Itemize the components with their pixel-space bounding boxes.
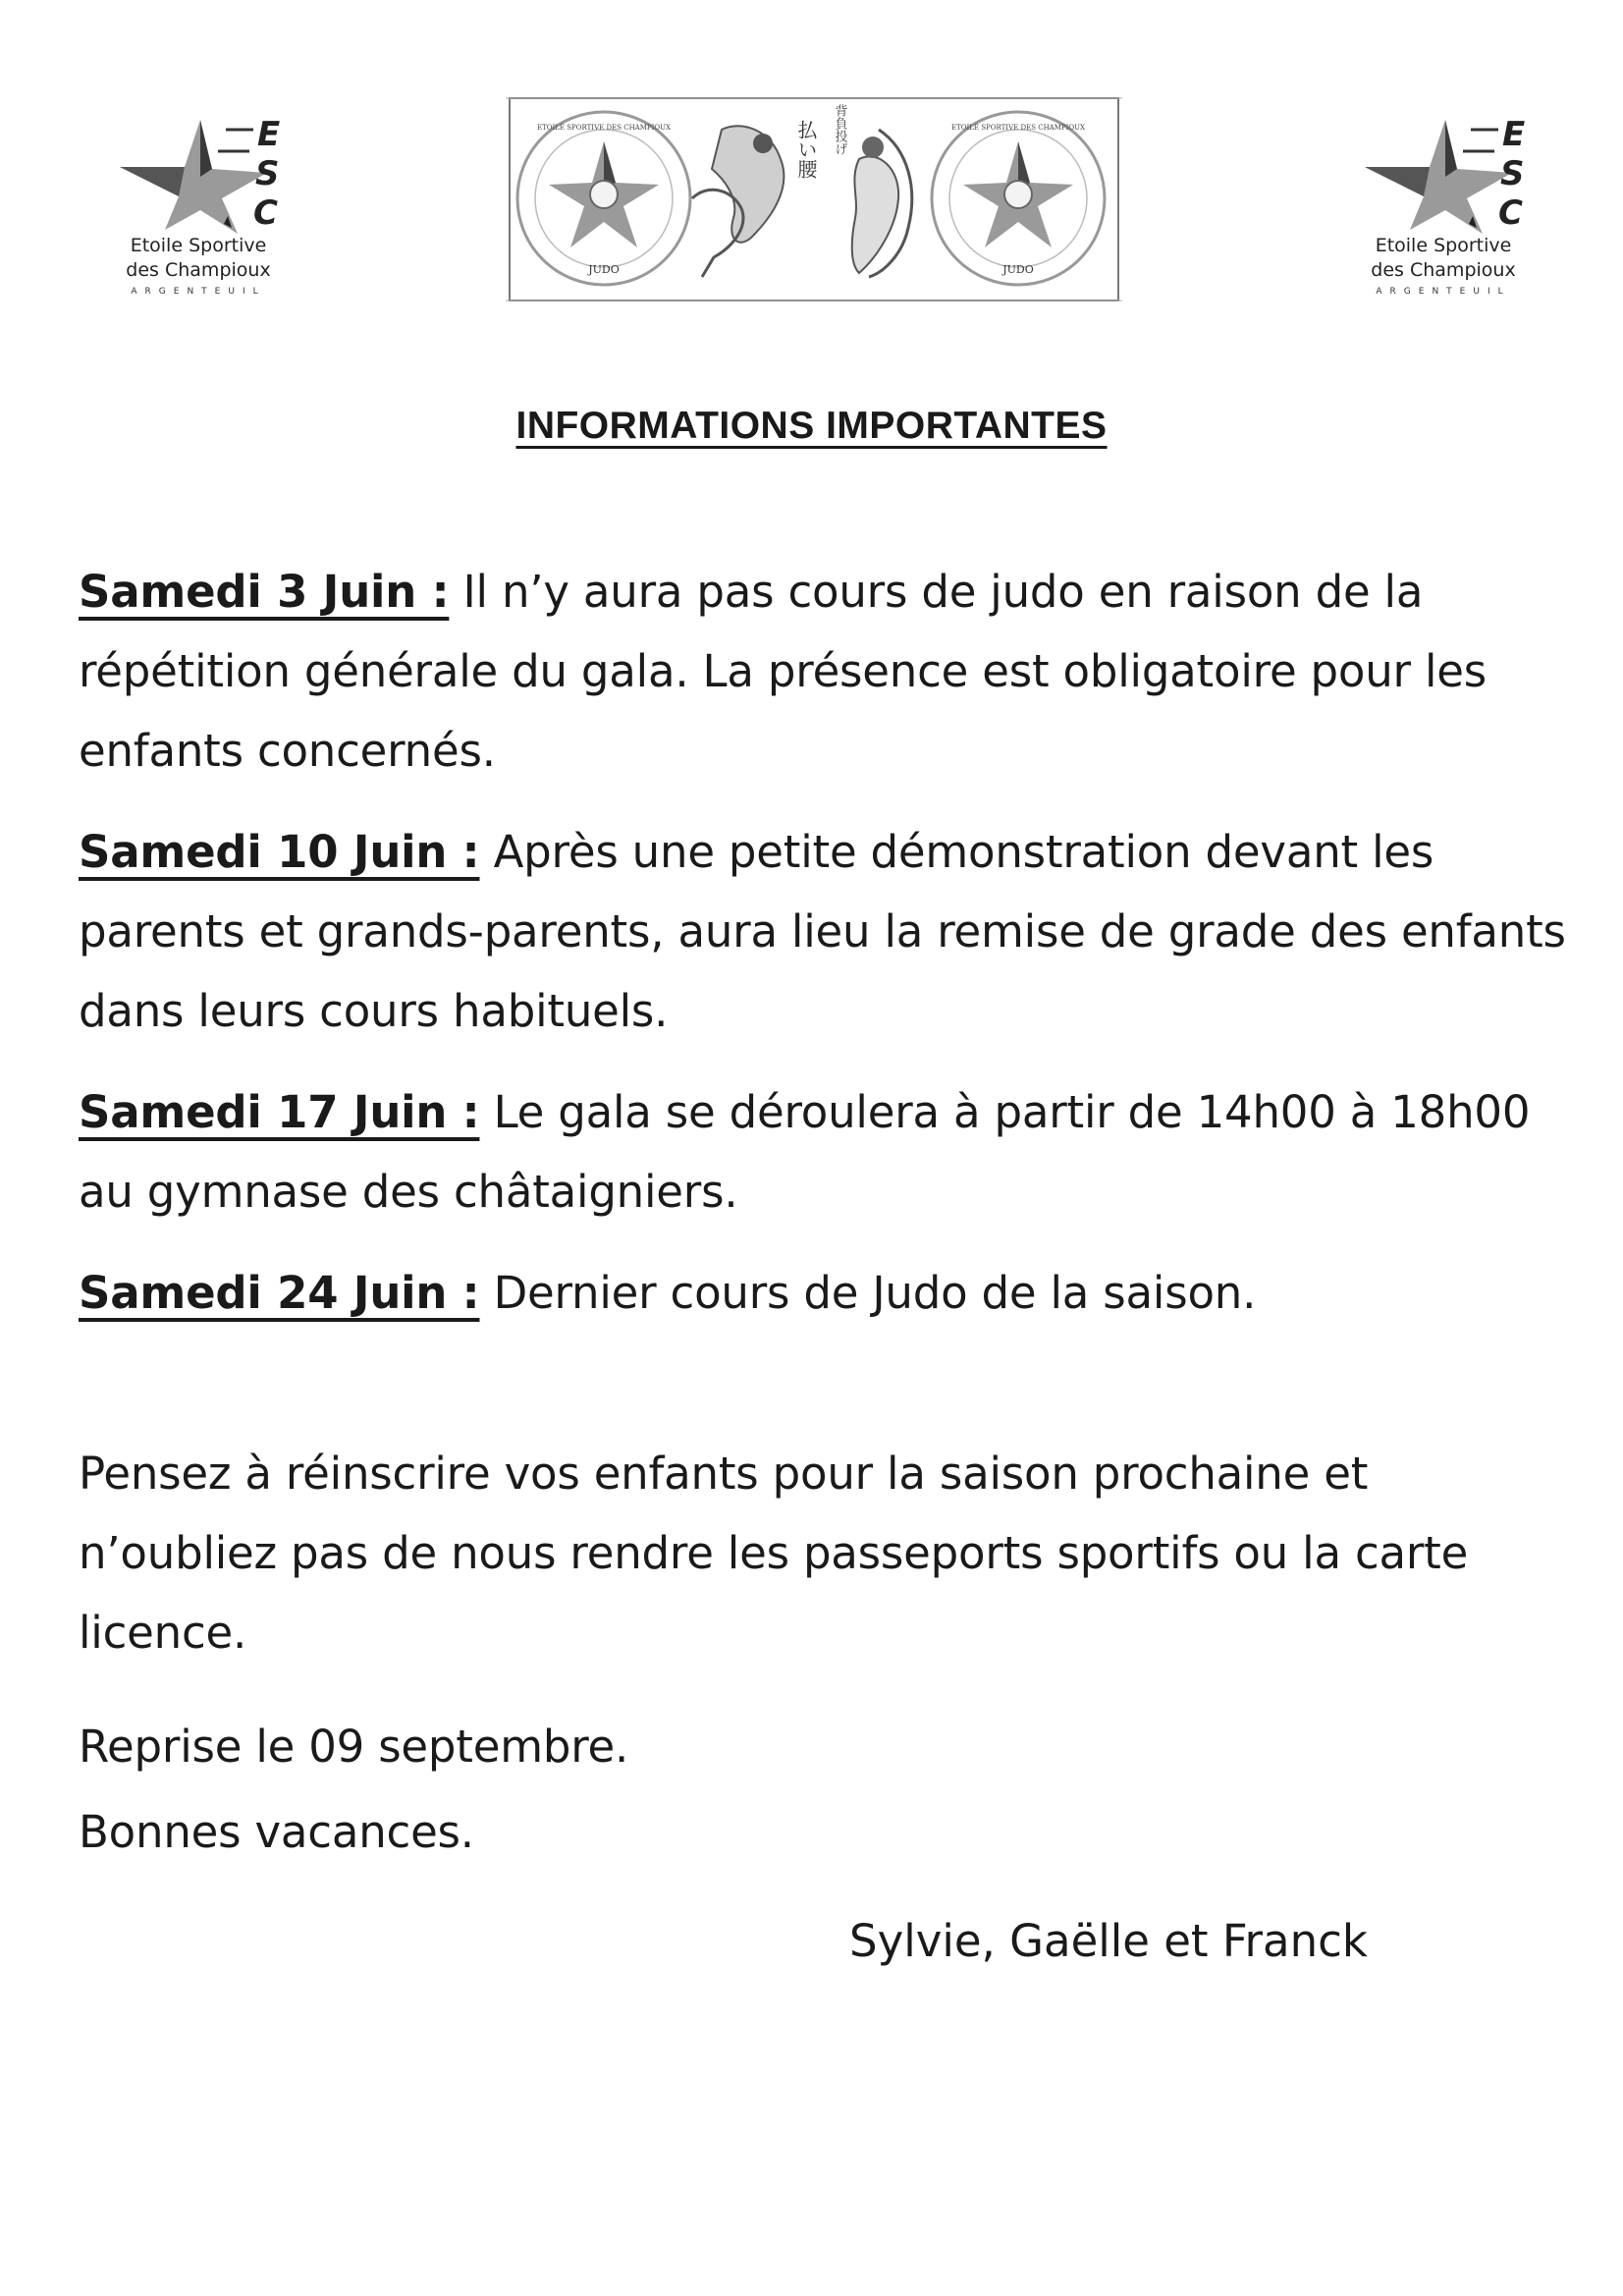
svg-text:JUDO: JUDO [588, 263, 620, 276]
club-city: ARGENTEUIL [131, 287, 266, 297]
club-name-line2: des Champioux [126, 259, 271, 281]
announcement-date: Samedi 10 Juin : [79, 826, 480, 878]
announcement-item [79, 1253, 1571, 1333]
announcement-date: Samedi 17 Juin : [79, 1086, 480, 1138]
svg-text:S: S [1500, 154, 1525, 193]
club-city: ARGENTEUIL [1376, 287, 1511, 297]
svg-text:背負投げ: 背負投げ [832, 104, 847, 155]
announcement-item [79, 1072, 1571, 1231]
reminder-text: Pensez à réinscrire vos enfants pour la saison prochaine et n’oubliez pas de nous rendre les passeports sportifs ou la carte licence. [79, 1448, 1469, 1659]
announcement-item [79, 552, 1571, 791]
svg-text:ETOILE SPORTIVE DES CHAMPIOUX: ETOILE SPORTIVE DES CHAMPIOUX [950, 124, 1086, 132]
announcement-date: Samedi 3 Juin : [79, 566, 450, 618]
page-title-text: INFORMATIONS IMPORTANTES [515, 405, 1108, 447]
svg-text:払い腰: 払い腰 [794, 120, 818, 179]
announcement-date: Samedi 24 Juin : [79, 1267, 480, 1319]
star-icon [1355, 108, 1532, 236]
svg-text:ETOILE SPORTIVE DES CHAMPIOUX: ETOILE SPORTIVE DES CHAMPIOUX [536, 124, 672, 132]
svg-text:E: E [257, 115, 281, 154]
judo-seal-left [517, 112, 690, 285]
club-logo-right [1355, 108, 1532, 304]
club-name-line1: Etoile Sportive [1375, 235, 1512, 256]
signature: Sylvie, Gaëlle et Franck [849, 1915, 1368, 1967]
page-title [0, 405, 1623, 448]
star-icon [110, 108, 287, 236]
announcement-text: Dernier cours de Judo de la saison. [479, 1267, 1257, 1319]
judoka-illustration [692, 103, 912, 277]
svg-text:S: S [255, 154, 280, 193]
announcement-text: Il n’y aura pas cours de judo en raison de la répétition générale du gala. La présence est obligatoire pour les enfants concernés. [79, 566, 1487, 777]
announcement-text: Après une petite démonstration devant les parents et grands-parents, aura lieu la remise de grade des enfants dans leurs cours habituels. [79, 826, 1566, 1037]
resume-text: Reprise le 09 septembre. [79, 1721, 629, 1773]
svg-text:C: C [1498, 193, 1523, 233]
judo-banner [506, 90, 1122, 308]
club-name-line1: Etoile Sportive [130, 235, 267, 256]
holidays-text: Bonnes vacances. [79, 1806, 474, 1858]
svg-text:JUDO: JUDO [1002, 263, 1034, 276]
judo-seal-right [932, 112, 1105, 285]
club-name-line2: des Champioux [1371, 259, 1516, 281]
svg-text:E: E [1502, 115, 1526, 154]
club-logo-left [110, 108, 287, 304]
announcement-item [79, 812, 1571, 1051]
svg-text:C: C [253, 193, 278, 233]
announcement-text: Le gala se déroulera à partir de 14h00 à 18h00 au gymnase des châtaigniers. [79, 1086, 1531, 1218]
